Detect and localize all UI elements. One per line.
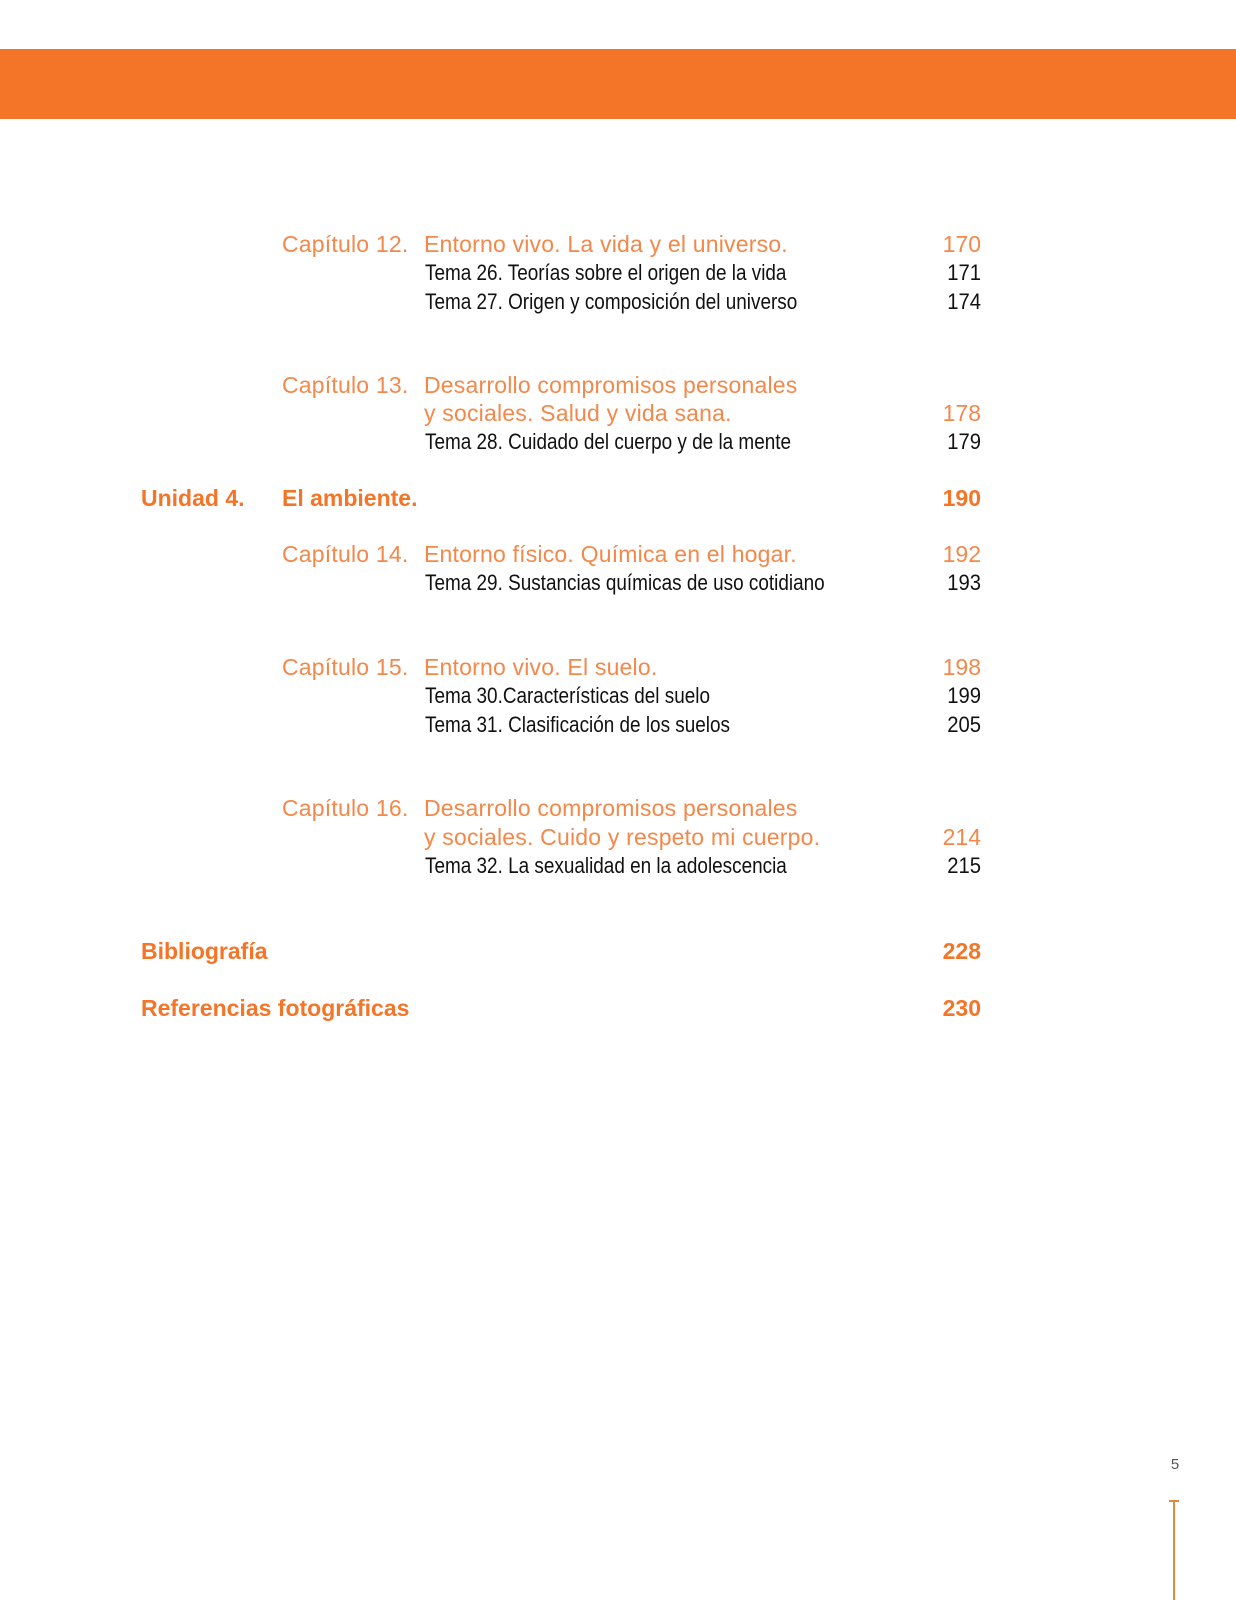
chapter-14-label: Capítulo 14. — [282, 541, 409, 567]
chapter-12-label: Capítulo 12. — [282, 231, 409, 257]
tema-26-label: Tema 26. Teorías sobre el origen de la vida — [425, 260, 787, 285]
tema-28-page: 179 — [947, 429, 981, 454]
tema-32-label: Tema 32. La sexualidad en la adolescencia — [425, 853, 787, 878]
tema-30-label: Tema 30.Características del suelo — [425, 683, 710, 708]
page-number: 5 — [1170, 1456, 1180, 1473]
chapter-15-title: Entorno vivo. El suelo. — [424, 654, 658, 680]
chapter-13-title-line2: y sociales. Salud y vida sana. — [424, 400, 732, 426]
chapter-13-page: 178 — [942, 400, 981, 426]
chapter-15-label: Capítulo 15. — [282, 654, 409, 680]
chapter-14-title: Entorno físico. Química en el hogar. — [424, 541, 797, 567]
unit-4-title: El ambiente. — [282, 485, 418, 511]
chapter-16-title-line1: Desarrollo compromisos personales — [424, 795, 798, 821]
tema-29-page: 193 — [947, 570, 981, 595]
header-band — [0, 49, 1236, 119]
tema-31-page: 205 — [947, 712, 981, 737]
unit-4-page: 190 — [942, 485, 981, 511]
photo-references-label: Referencias fotográficas — [141, 995, 410, 1021]
chapter-16-title-line2: y sociales. Cuido y respeto mi cuerpo. — [424, 824, 821, 850]
tema-32-page: 215 — [947, 853, 981, 878]
tema-26-page: 171 — [947, 260, 981, 285]
folio-rule — [1173, 1500, 1175, 1600]
chapter-15-page: 198 — [942, 654, 981, 680]
chapter-16-page: 214 — [942, 824, 981, 850]
chapter-13-label: Capítulo 13. — [282, 372, 409, 398]
chapter-13-title-line1: Desarrollo compromisos personales — [424, 372, 798, 398]
bibliography-page: 228 — [942, 938, 981, 964]
tema-30-page: 199 — [947, 683, 981, 708]
photo-references-page: 230 — [942, 995, 981, 1021]
bibliography-label: Bibliografía — [141, 938, 268, 964]
tema-27-label: Tema 27. Origen y composición del universo — [425, 289, 798, 314]
tema-31-label: Tema 31. Clasificación de los suelos — [425, 712, 730, 737]
chapter-12-page: 170 — [942, 231, 981, 257]
unit-4-label: Unidad 4. — [141, 485, 245, 511]
tema-27-page: 174 — [947, 289, 981, 314]
chapter-14-page: 192 — [942, 541, 981, 567]
chapter-16-label: Capítulo 16. — [282, 795, 409, 821]
tema-28-label: Tema 28. Cuidado del cuerpo y de la mente — [425, 429, 792, 454]
tema-29-label: Tema 29. Sustancias químicas de uso cotidiano — [425, 570, 825, 595]
chapter-12-title: Entorno vivo. La vida y el universo. — [424, 231, 788, 257]
